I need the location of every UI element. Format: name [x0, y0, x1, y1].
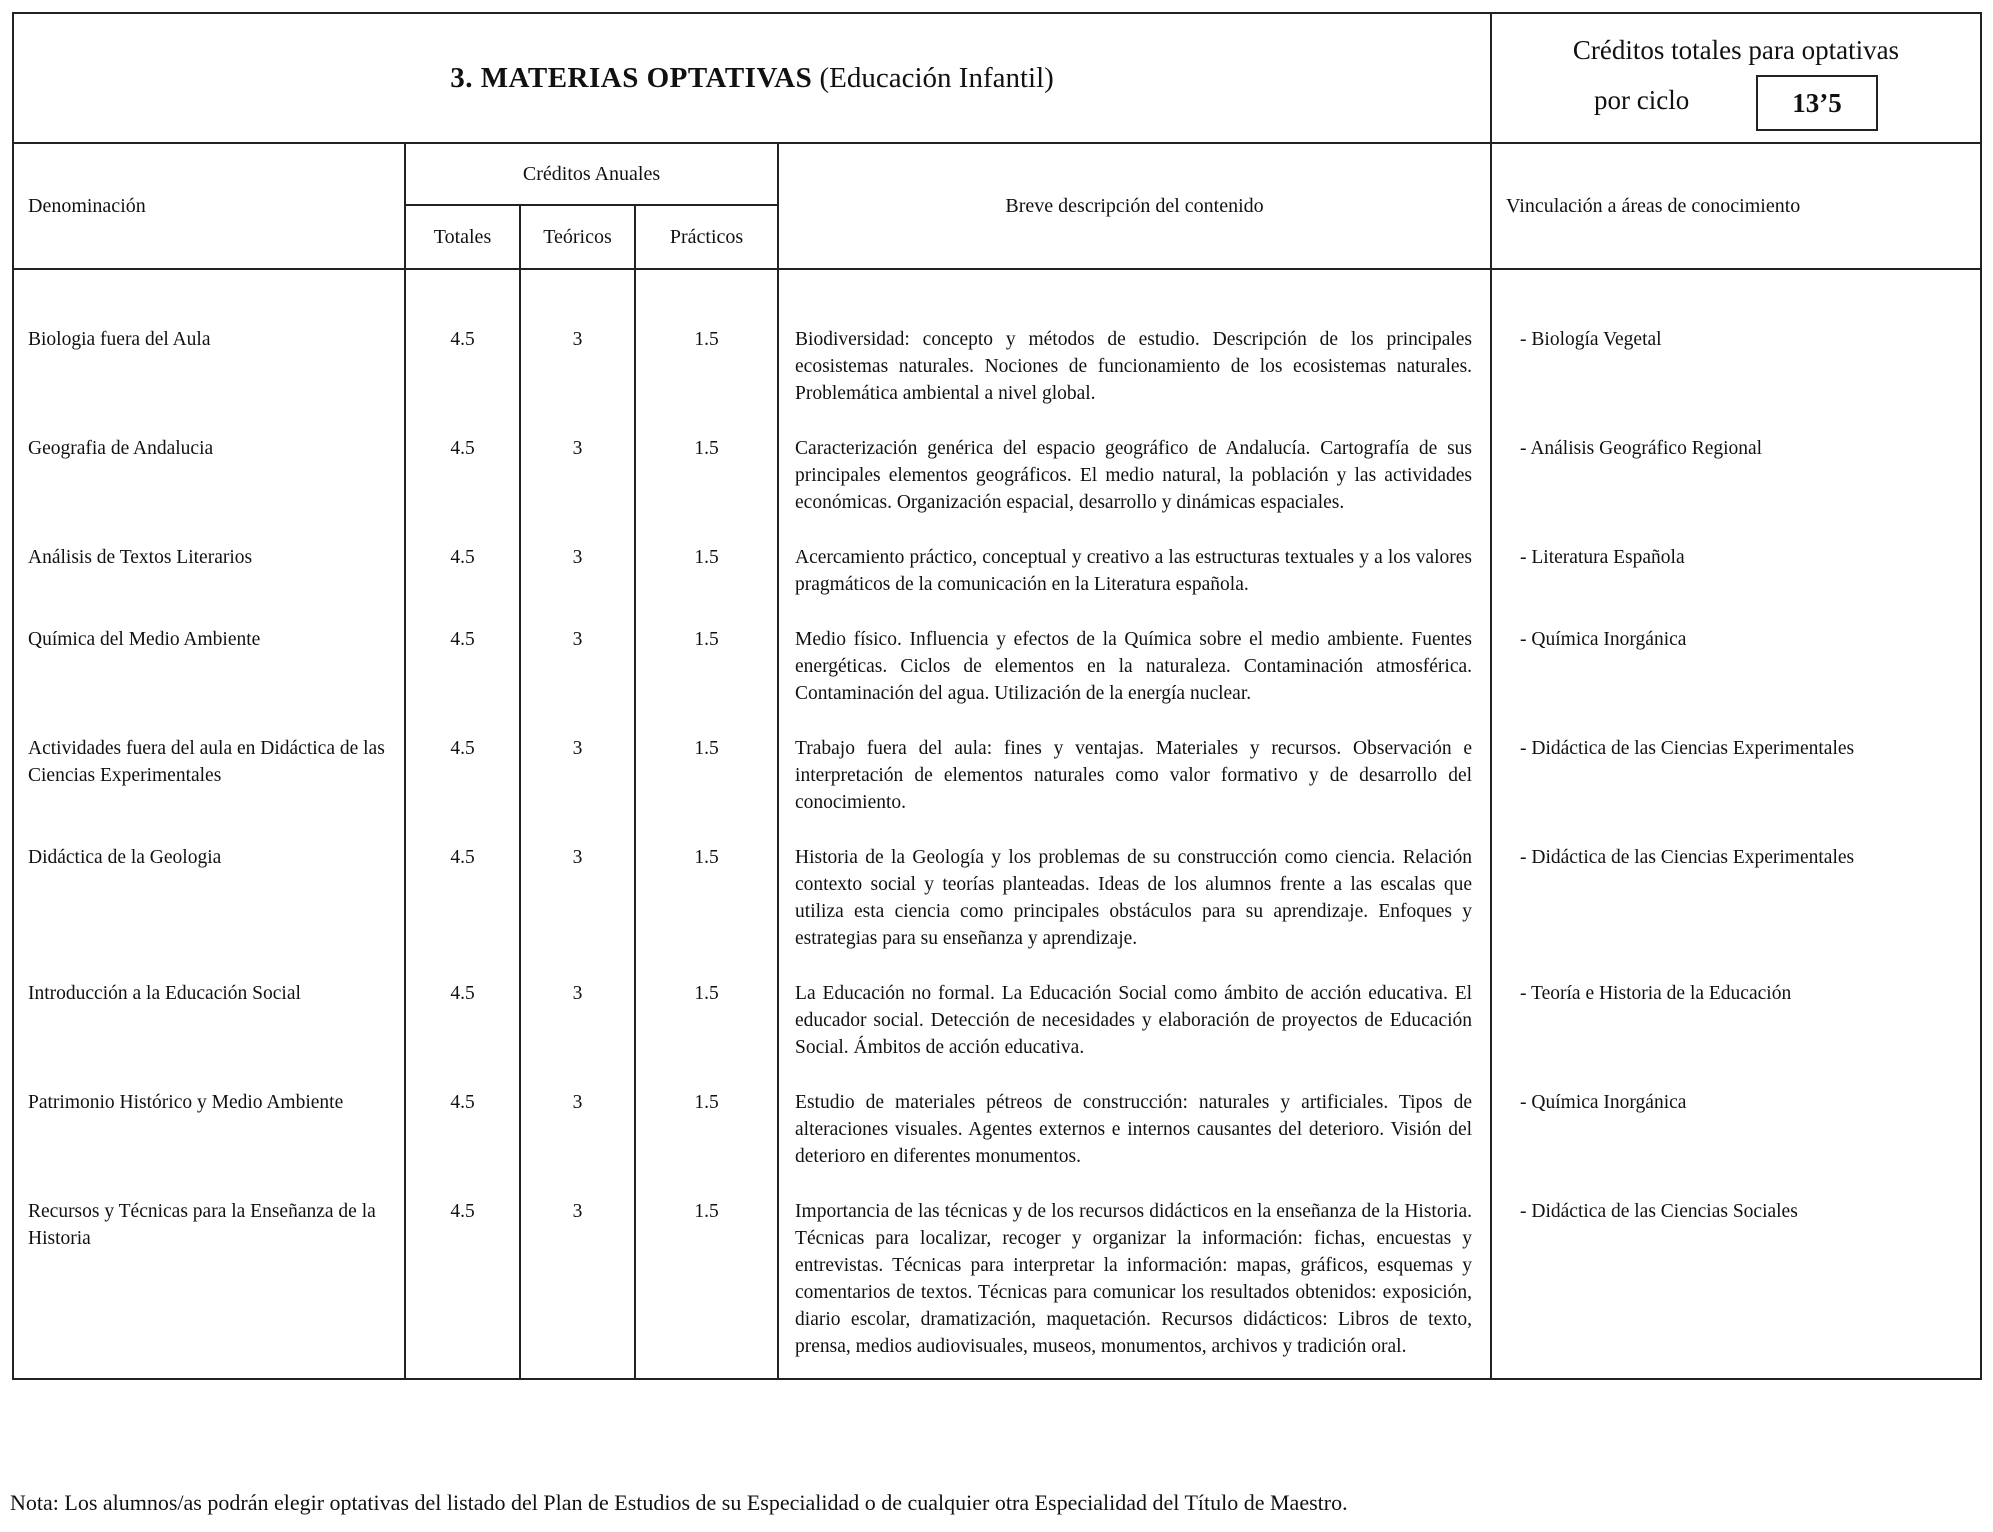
- col-header-practicos: Prácticos: [635, 205, 778, 269]
- header-table: [12, 12, 1982, 144]
- title-bold: 3. MATERIAS OPTATIVAS: [450, 61, 813, 94]
- course-name: Biologia fuera del Aula: [13, 269, 405, 421]
- knowledge-area: - Teoría e Historia de la Educación: [1491, 966, 1981, 1075]
- title-subtitle: (Educación Infantil): [812, 61, 1054, 94]
- credits-teoricos: 3: [520, 1184, 635, 1379]
- course-description: Caracterización genérica del espacio geográfico de Andalucía. Cartografía de sus principales elementos geográficos. El medio natural, la población y las actividades económicas. Organización espacial, desarrollo y dinámicas espaciales.: [778, 421, 1491, 530]
- knowledge-area: - Didáctica de las Ciencias Experimentales: [1491, 721, 1981, 830]
- course-name: Geografia de Andalucia: [13, 421, 405, 530]
- credits-label-line1: Créditos totales para optativas: [1572, 35, 1900, 65]
- credits-practicos: 1.5: [635, 421, 778, 530]
- course-description: Estudio de materiales pétreos de construcción: naturales y artificiales. Tipos de alteraciones visuales. Agentes externos e internos causantes del deterioro. Visión del deterioro en diferentes monumentos.: [778, 1075, 1491, 1184]
- credits-totales: 4.5: [405, 966, 520, 1075]
- credits-teoricos: 3: [520, 612, 635, 721]
- col-header-descripcion: Breve descripción del contenido: [778, 143, 1491, 269]
- credits-practicos: 1.5: [635, 721, 778, 830]
- page-title: [13, 13, 1491, 143]
- knowledge-area: - Biología Vegetal: [1491, 269, 1981, 421]
- col-header-teoricos: Teóricos: [520, 205, 635, 269]
- col-header-creditos-anuales: Créditos Anuales: [405, 143, 778, 205]
- knowledge-area: - Análisis Geográfico Regional: [1491, 421, 1981, 530]
- credits-practicos: 1.5: [635, 1184, 778, 1379]
- credits-practicos: 1.5: [635, 1075, 778, 1184]
- credits-label-line2: por ciclo: [1594, 85, 1690, 116]
- credits-totales: 4.5: [405, 1075, 520, 1184]
- col-header-vinculacion: Vinculación a áreas de conocimiento: [1491, 143, 1981, 269]
- table-row: [13, 1075, 1981, 1184]
- credits-practicos: 1.5: [635, 830, 778, 966]
- table-row: [13, 1184, 1981, 1379]
- course-name: Didáctica de la Geologia: [13, 830, 405, 966]
- knowledge-area: - Didáctica de las Ciencias Sociales: [1491, 1184, 1981, 1379]
- document-page: [12, 12, 1980, 1380]
- table-row: [13, 421, 1981, 530]
- credits-teoricos: 3: [520, 721, 635, 830]
- credits-totales: 4.5: [405, 1184, 520, 1379]
- col-header-denominacion: Denominación: [13, 143, 405, 269]
- credits-value-box: 13’5: [1756, 75, 1878, 131]
- credits-teoricos: 3: [520, 830, 635, 966]
- course-description: Acercamiento práctico, conceptual y creativo a las estructuras textuales y a los valores pragmáticos de la comunicación en la Literatura española.: [778, 530, 1491, 612]
- table-row: [13, 830, 1981, 966]
- credits-practicos: 1.5: [635, 612, 778, 721]
- course-description: Medio físico. Influencia y efectos de la Química sobre el medio ambiente. Fuentes energéticas. Ciclos de elementos en la naturaleza. Contaminación atmosférica. Contaminación del agua. Utilización de la energía nuclear.: [778, 612, 1491, 721]
- knowledge-area: - Literatura Española: [1491, 530, 1981, 612]
- table-row: [13, 530, 1981, 612]
- credits-teoricos: 3: [520, 421, 635, 530]
- course-name: Patrimonio Histórico y Medio Ambiente: [13, 1075, 405, 1184]
- credits-totales: 4.5: [405, 721, 520, 830]
- knowledge-area: - Didáctica de las Ciencias Experimentales: [1491, 830, 1981, 966]
- credits-totales: 4.5: [405, 269, 520, 421]
- course-name: Recursos y Técnicas para la Enseñanza de la Historia: [13, 1184, 405, 1379]
- knowledge-area: - Química Inorgánica: [1491, 1075, 1981, 1184]
- credits-teoricos: 3: [520, 269, 635, 421]
- credits-teoricos: 3: [520, 1075, 635, 1184]
- table-row: [13, 721, 1981, 830]
- table-row: [13, 612, 1981, 721]
- course-description: Historia de la Geología y los problemas de su construcción como ciencia. Relación contexto social y teorías planteadas. Ideas de los alumnos frente a las escalas que utiliza esta ciencia como principales obstáculos para su aprendizaje. Enfoques y estrategias para su enseñanza y aprendizaje.: [778, 830, 1491, 966]
- credits-practicos: 1.5: [635, 530, 778, 612]
- credits-totales: 4.5: [405, 530, 520, 612]
- credits-teoricos: 3: [520, 530, 635, 612]
- table-row: [13, 269, 1981, 421]
- col-header-totales: Totales: [405, 205, 520, 269]
- credits-teoricos: 3: [520, 966, 635, 1075]
- credits-practicos: 1.5: [635, 269, 778, 421]
- credits-totales: 4.5: [405, 612, 520, 721]
- course-description: Trabajo fuera del aula: fines y ventajas. Materiales y recursos. Observación e interpretación de elementos naturales como valor formativo y de desarrollo del conocimiento.: [778, 721, 1491, 830]
- course-name: Química del Medio Ambiente: [13, 612, 405, 721]
- courses-table: [12, 142, 1982, 1380]
- course-name: Actividades fuera del aula en Didáctica de las Ciencias Experimentales: [13, 721, 405, 830]
- credits-totales: 4.5: [405, 830, 520, 966]
- course-description: La Educación no formal. La Educación Social como ámbito de acción educativa. El educador social. Detección de necesidades y elaboración de proyectos de Educación Social. Ámbitos de acción educativa.: [778, 966, 1491, 1075]
- footnote: Nota: Los alumnos/as podrán elegir optativas del listado del Plan de Estudios de su Especialidad o de cualquier otra Especialidad del Título de Maestro.: [10, 1490, 1348, 1515]
- course-name: Análisis de Textos Literarios: [13, 530, 405, 612]
- credits-totales: 4.5: [405, 421, 520, 530]
- course-name: Introducción a la Educación Social: [13, 966, 405, 1075]
- credits-cell: [1491, 13, 1981, 143]
- course-description: Importancia de las técnicas y de los recursos didácticos en la enseñanza de la Historia. Técnicas para localizar, recoger y organizar la información: fichas, encuestas y entrevistas. Técnicas para interpretar la información: mapas, gráficos, esquemas y comentarios de textos. Técnicas para comunicar los resultados obtenidos: exposición, diario escolar, dramatización, maquetación. Recursos didácticos: Libros de texto, prensa, medios audiovisuales, museos, monumentos, archivos y tradición oral.: [778, 1184, 1491, 1379]
- credits-practicos: 1.5: [635, 966, 778, 1075]
- course-description: Biodiversidad: concepto y métodos de estudio. Descripción de los principales ecosistemas naturales. Nociones de funcionamiento de los ecosistemas naturales. Problemática ambiental a nivel global.: [778, 269, 1491, 421]
- knowledge-area: - Química Inorgánica: [1491, 612, 1981, 721]
- table-row: [13, 966, 1981, 1075]
